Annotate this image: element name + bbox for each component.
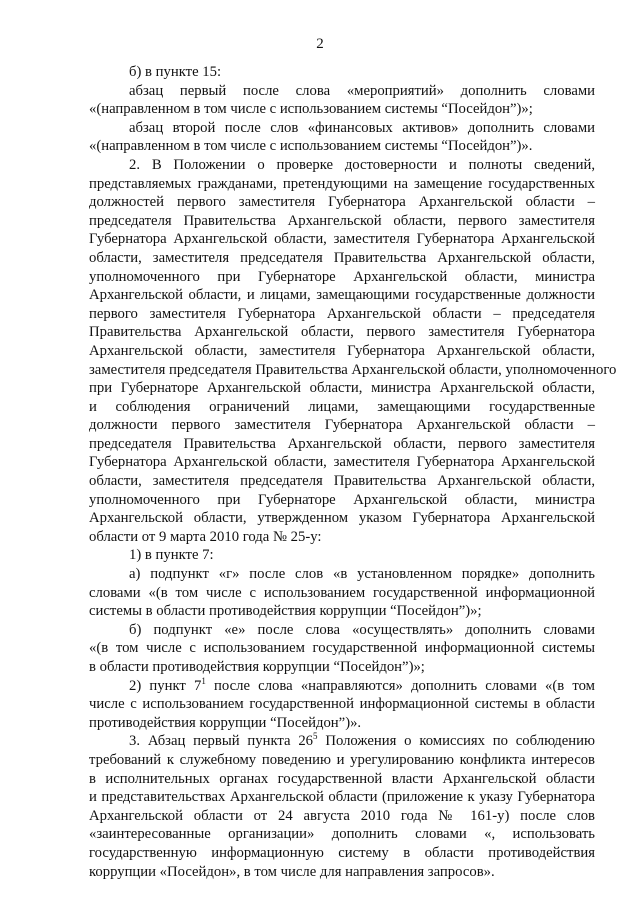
text-line: числе с использованием государственной информационной системы в области <box>89 696 595 713</box>
text-line: первого заместителя Губернатора Архангельской области – председателя <box>89 305 595 322</box>
text-line: требований к служебному поведению и урегулированию конфликта интересов <box>89 751 595 768</box>
text-line: уполномоченного при Губернаторе Архангельской области, министра <box>89 268 595 285</box>
text-line: абзац второй после слов «финансовых активов» дополнить словами <box>129 119 595 136</box>
text-line: Архангельской области, заместителя Губернатора Архангельской области, <box>89 342 595 359</box>
text-line: должности первого заместителя Губернатора Архангельской области – <box>89 417 595 434</box>
text-segment: 3. Абзац первый пункта 26 <box>129 733 314 750</box>
text-line: «(в том числе с использованием государственной информационной системы <box>89 640 595 657</box>
text-line: а) подпункт «г» после слов «в установленном порядке» дополнить <box>129 566 595 583</box>
text-line: словами «(в том числе с использованием государственной информационной <box>89 584 595 601</box>
text-line <box>89 677 595 696</box>
text-line: «(направленном в том числе с использованием системы “Посейдон”)»; <box>89 101 533 118</box>
text-line: заместителя председателя Правительства Архангельской области, уполномоченного <box>89 361 617 378</box>
text-line: Губернатора Архангельской области, заместителя Губернатора Архангельской <box>89 231 595 248</box>
text-line: области, заместителя председателя Правительства Архангельской области, <box>89 249 595 266</box>
text-line: «заинтересованные организации» дополнить словами «, использовать <box>89 826 595 843</box>
text-line: представляемых гражданами, претендующими на замещение государственных <box>89 175 595 192</box>
text-line: Архангельской области, утвержденном указом Губернатора Архангельской <box>89 510 595 527</box>
superscript: 5 <box>313 731 318 742</box>
text-line: Архангельской области, и лицами, замещающими государственные должности <box>89 287 595 304</box>
text-line: при Губернаторе Архангельской области, министра Архангельской области, <box>89 380 595 397</box>
text-line: области от 9 марта 2010 года № 25-у: <box>89 528 322 545</box>
text-line: председателя Правительства Архангельской области, первого заместителя <box>89 435 595 452</box>
text-segment: Положения о комиссиях по соблюдению <box>317 733 595 750</box>
text-segment: 2) пункт 7 <box>129 677 202 694</box>
text-line: председателя Правительства Архангельской области, первого заместителя <box>89 212 595 229</box>
text-line: области, заместителя председателя Правительства Архангельской области, <box>89 473 595 490</box>
text-line: Правительства Архангельской области, первого заместителя Губернатора <box>89 324 595 341</box>
text-line: в области противодействия коррупции “Посейдон”)»; <box>89 659 425 675</box>
text-line: б) подпункт «е» после слова «осуществлять» дополнить словами <box>129 621 595 638</box>
page-number: 2 <box>316 36 324 52</box>
text-line: б) в пункте 15: <box>129 64 222 80</box>
text-line: Архангельской области от 24 августа 2010 года № 161-у) после слов <box>89 807 595 824</box>
text-line: 2. В Положении о проверке достоверности и полноты сведений, <box>129 156 595 173</box>
text-line: противодействия коррупции “Посейдон”)». <box>89 714 362 731</box>
text-line: и соблюдения ограничений лицами, замещающими государственные <box>89 398 595 415</box>
text-line: 1) в пункте 7: <box>129 547 214 564</box>
text-line: государственную информационную систему в области противодействия <box>89 844 595 861</box>
superscript: 1 <box>201 675 206 686</box>
text-line: уполномоченного при Губернаторе Архангельской области, министра <box>89 491 595 508</box>
document-body <box>89 63 617 881</box>
text-line <box>89 732 595 751</box>
text-line: абзац первый после слова «мероприятий» дополнить словами <box>129 82 595 99</box>
text-line: и представительствах Архангельской области (приложение к указу Губернатора <box>89 789 595 806</box>
text-line: Губернатора Архангельской области, заместителя Губернатора Архангельской <box>89 454 595 471</box>
text-line: системы в области противодействия коррупции “Посейдон”)»; <box>89 603 482 620</box>
text-segment: после слова «направляются» дополнить словами «(в том <box>205 677 595 694</box>
text-line: должностей первого заместителя Губернатора Архангельской области – <box>89 194 595 211</box>
text-line: «(направленном в том числе с использованием системы “Посейдон”)». <box>89 138 533 155</box>
text-line: коррупции «Посейдон», в том числе для направления запросов». <box>89 863 495 880</box>
text-line: в исполнительных органах государственной власти Архангельской области <box>89 770 595 787</box>
